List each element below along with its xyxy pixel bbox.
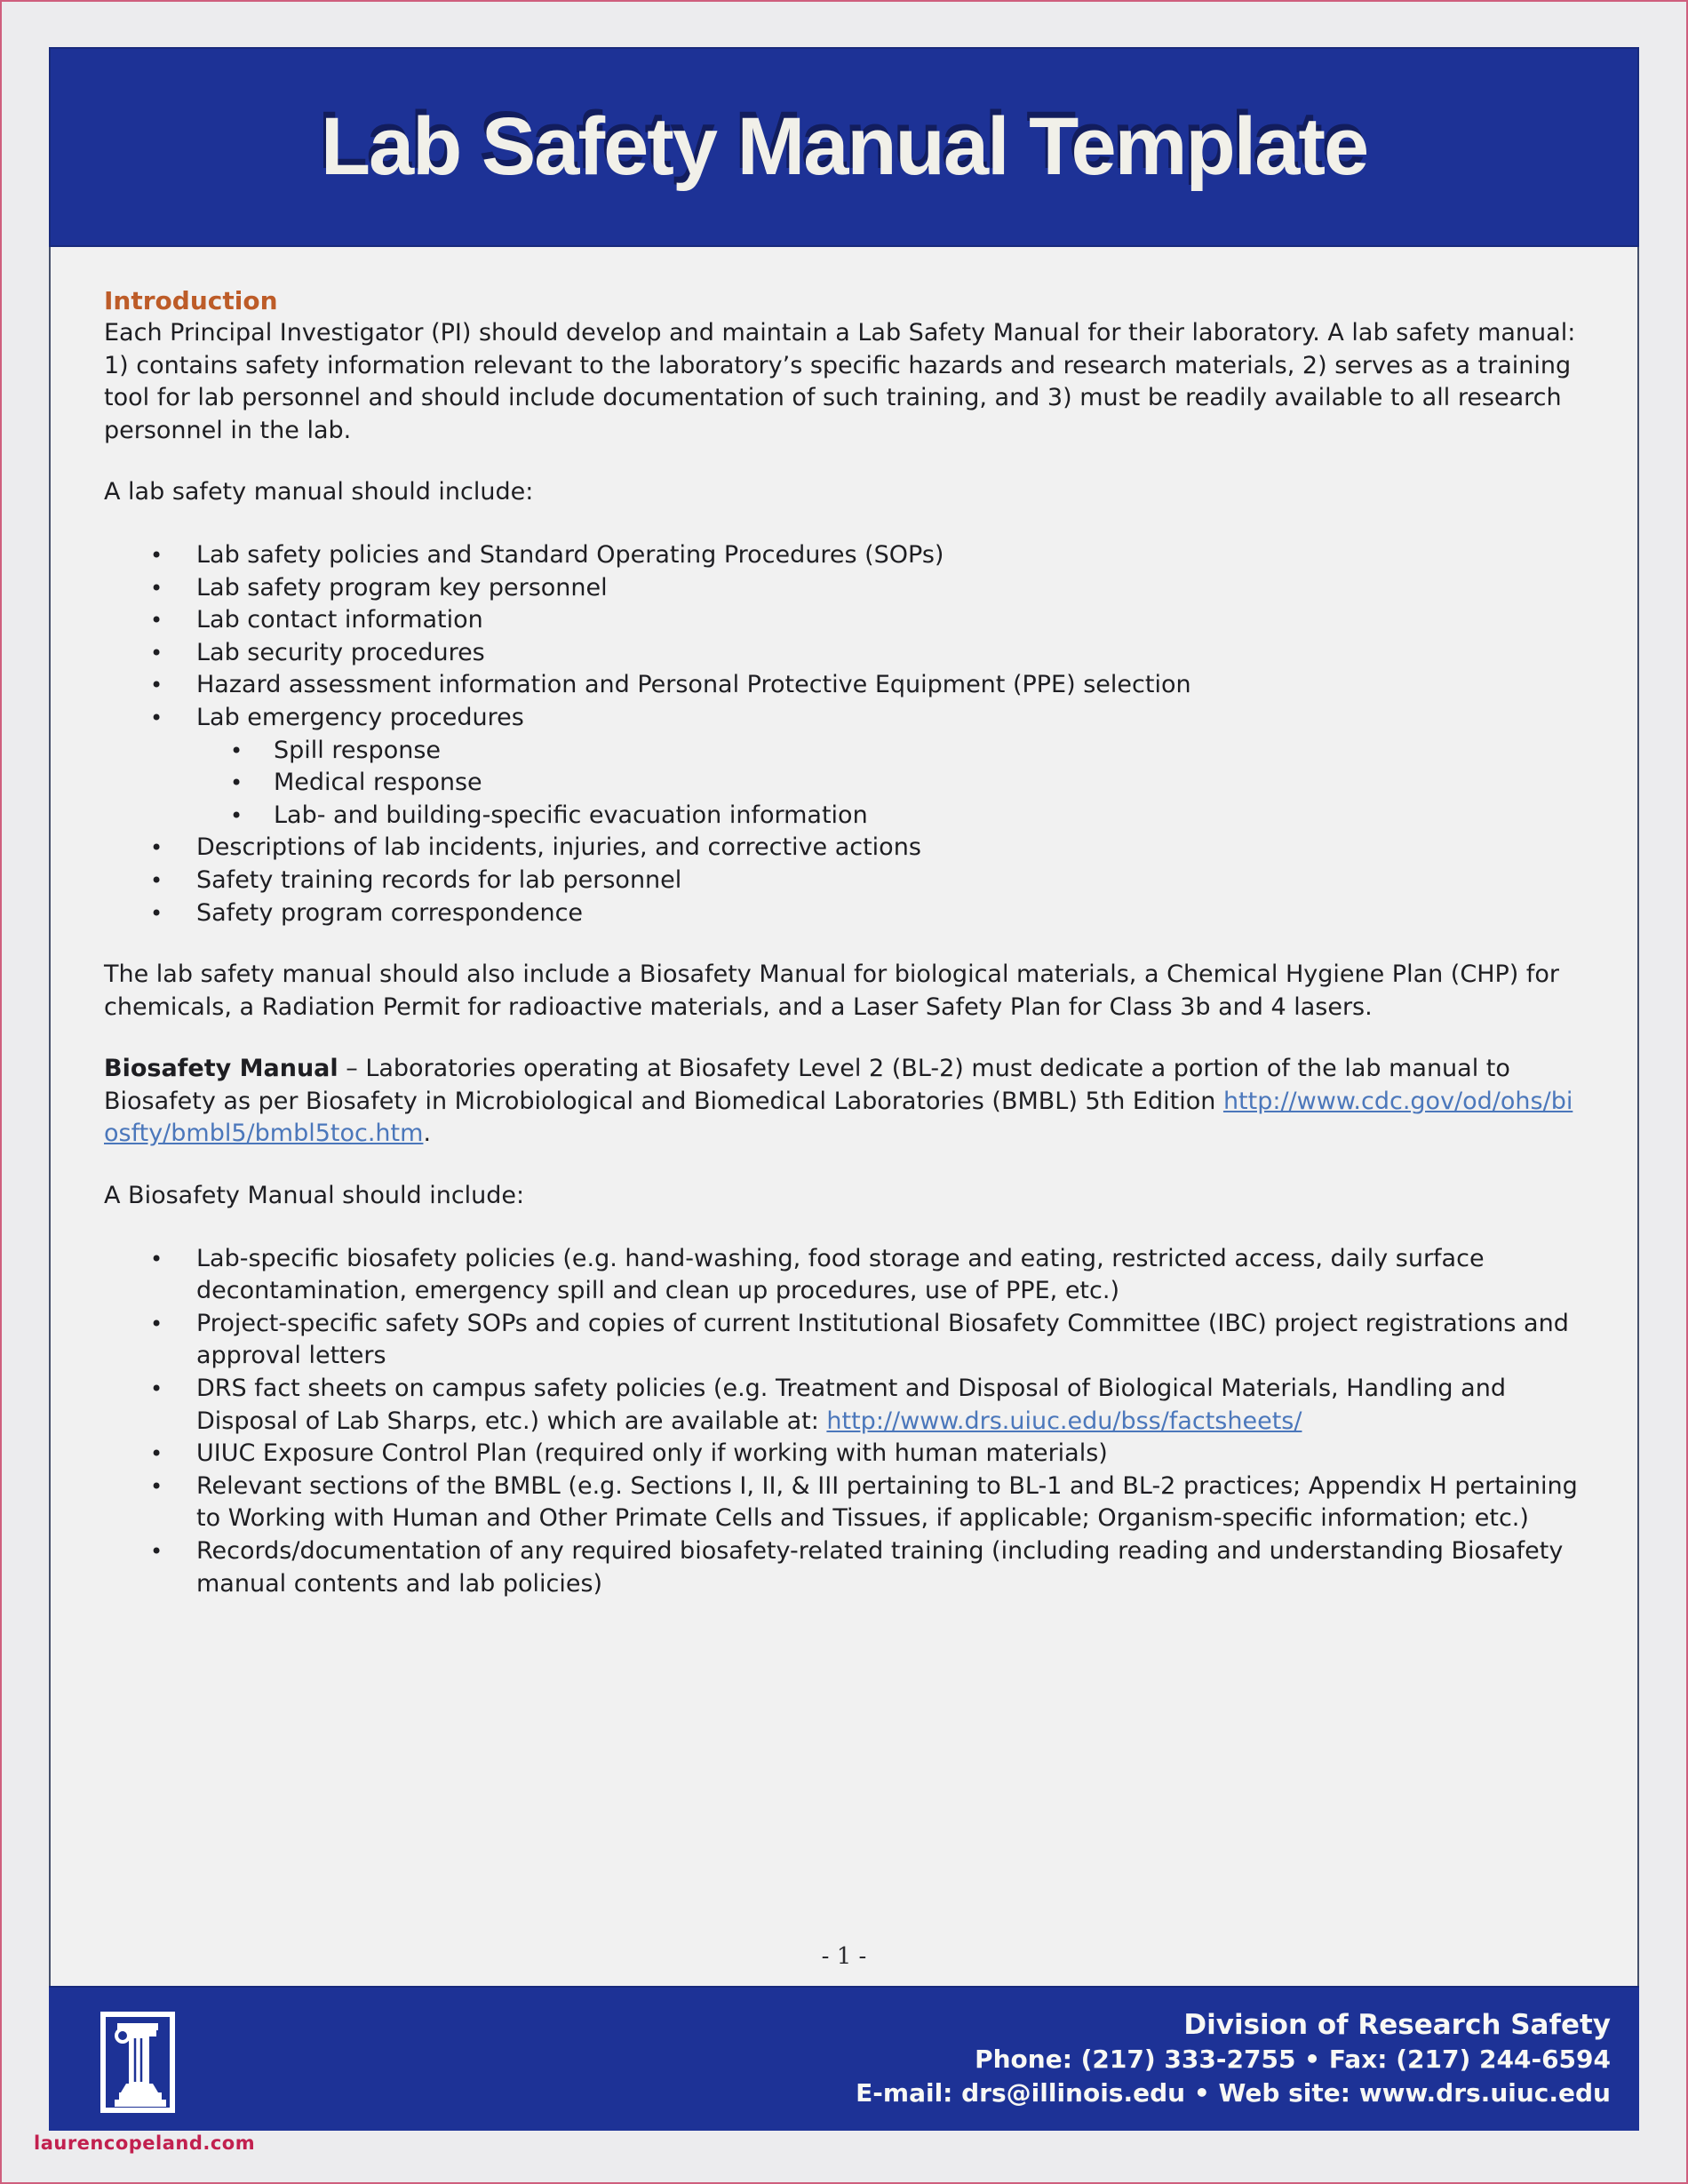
list-item: • Lab emergency procedures <box>104 702 1584 735</box>
biosafety-list-intro: A Biosafety Manual should include: <box>104 1182 525 1210</box>
sub-list-item: • Lab- and building-specific evacuation information <box>104 800 1584 833</box>
bullet-icon: • <box>150 1539 163 1564</box>
also-include-paragraph: The lab safety manual should also include a Biosafety Manual for biological materials, a Chemical Hygiene Plan (CHP) for chemicals, a Radiation Permit for radioactive materials, and a Laser Safety Plan for Class 3b and 4 lasers. <box>104 960 1560 1021</box>
bullet-icon: • <box>230 737 243 763</box>
footer-bar <box>49 1986 1639 2131</box>
bullet-icon: • <box>150 705 163 730</box>
introduction-paragraph: Each Principal Investigator (PI) should develop and maintain a Lab Safety Manual for their laboratory. A lab safety manual: 1) contains safety information relevant to the laboratory’s specific hazards and research materials, 2) serves as a training tool for lab personnel and should include documentation of such training, and 3) must be readily available to all research personnel in the lab. <box>104 319 1576 444</box>
bullet-icon: • <box>230 802 243 828</box>
biosafety-list <box>104 1243 1584 1601</box>
sub-list-item: • Spill response <box>104 735 1584 768</box>
list-item: • Lab contact information <box>104 604 1584 637</box>
list-item: • Lab security procedures <box>104 637 1584 670</box>
footer-email-web: E-mail: drs@illinois.edu • Web site: www.drs.uiuc.edu <box>856 2078 1611 2108</box>
list-item: • Descriptions of lab incidents, injuries, and corrective actions <box>104 832 1584 865</box>
footer-phone-fax: Phone: (217) 333-2755 • Fax: (217) 244-6594 <box>975 2045 1611 2074</box>
bullet-icon: • <box>150 867 163 893</box>
list-item: • Records/documentation of any required biosafety-related training (including reading and understanding Biosafety manual contents and lab policies) <box>150 1537 1564 1598</box>
introduction-heading: Introduction <box>104 286 278 315</box>
uiuc-column-logo <box>100 2011 176 2114</box>
footer-contact-block <box>856 2007 1611 2110</box>
bullet-icon: • <box>150 575 163 601</box>
list-item: • Project-specific safety SOPs and copies of current Institutional Biosafety Committee (IBC) project registrations and approval letters <box>150 1309 1569 1370</box>
drs-factsheets-link[interactable]: http://www.drs.uiuc.edu/bss/factsheets/ <box>826 1407 1302 1435</box>
bullet-icon: • <box>150 542 163 568</box>
bullet-icon: • <box>150 835 163 861</box>
lab-manual-list <box>104 539 1584 929</box>
bullet-icon: • <box>150 1376 163 1402</box>
title-banner <box>49 47 1639 247</box>
document-page <box>49 0 1639 2184</box>
list-item: • Lab-specific biosafety policies (e.g. hand-washing, food storage and eating, restricted access, daily surface decontamination, emergency spill and clean up procedures, use of PPE, etc.) <box>150 1244 1485 1305</box>
biosafety-lead: Biosafety Manual <box>104 1055 338 1083</box>
document-title: Lab Safety Manual Template <box>320 101 1368 192</box>
cdc-bmbl-link[interactable]: http://www.cdc.gov/od/ohs/biosfty/bmbl5/bmbl5toc.htm <box>104 1087 1573 1148</box>
bullet-icon: • <box>230 770 243 796</box>
list-item: • Safety program correspondence <box>104 897 1584 930</box>
sub-list-item: • Medical response <box>104 767 1584 800</box>
bullet-icon: • <box>150 640 163 666</box>
list-item: • Hazard assessment information and Personal Protective Equipment (PPE) selection <box>104 669 1584 702</box>
list-item: • Lab safety program key personnel <box>104 572 1584 605</box>
biosafety-paragraph: Biosafety Manual – Laboratories operating at Biosafety Level 2 (BL-2) must dedicate a portion of the lab manual to Biosafety as per Biosafety in Microbiological and Biomedical Laboratories (BMBL) 5th Edition http://www.cdc.gov/od/ohs/biosfty/bmbl5/bmbl5toc.htm. <box>104 1055 1573 1148</box>
bullet-icon: • <box>150 1441 163 1467</box>
bullet-icon: • <box>150 1246 163 1271</box>
bullet-icon: • <box>150 673 163 698</box>
footer-org-name: Division of Research Safety <box>1183 2009 1611 2041</box>
list-item: • UIUC Exposure Control Plan (required only if working with human materials) <box>104 1438 1584 1471</box>
page-number: - 1 - <box>821 1943 867 1971</box>
list-item: • Safety training records for lab personnel <box>104 865 1584 897</box>
list-item: • DRS fact sheets on campus safety policies (e.g. Treatment and Disposal of Biological Materials, Handling and Disposal of Lab Sharps, etc.) which are available at: http://www.drs.uiuc.edu/bss/factsheets/ <box>150 1375 1506 1435</box>
bullet-icon: • <box>150 1311 163 1336</box>
bullet-icon: • <box>150 900 163 926</box>
list-item: • Lab safety policies and Standard Operating Procedures (SOPs) <box>104 539 1584 572</box>
bullet-icon: • <box>150 608 163 634</box>
watermark-text: laurencopeland.com <box>34 2132 256 2154</box>
list-item: • Relevant sections of the BMBL (e.g. Sections I, II, & III pertaining to BL-1 and BL-2 practices; Appendix H pertaining to Working with Human and Other Primate Cells and Tissues, if applicable; Organism-specific information; etc.) <box>150 1471 1578 1533</box>
document-body <box>49 247 1639 1986</box>
lab-manual-list-intro: A lab safety manual should include: <box>104 478 534 506</box>
bullet-icon: • <box>150 1473 163 1499</box>
